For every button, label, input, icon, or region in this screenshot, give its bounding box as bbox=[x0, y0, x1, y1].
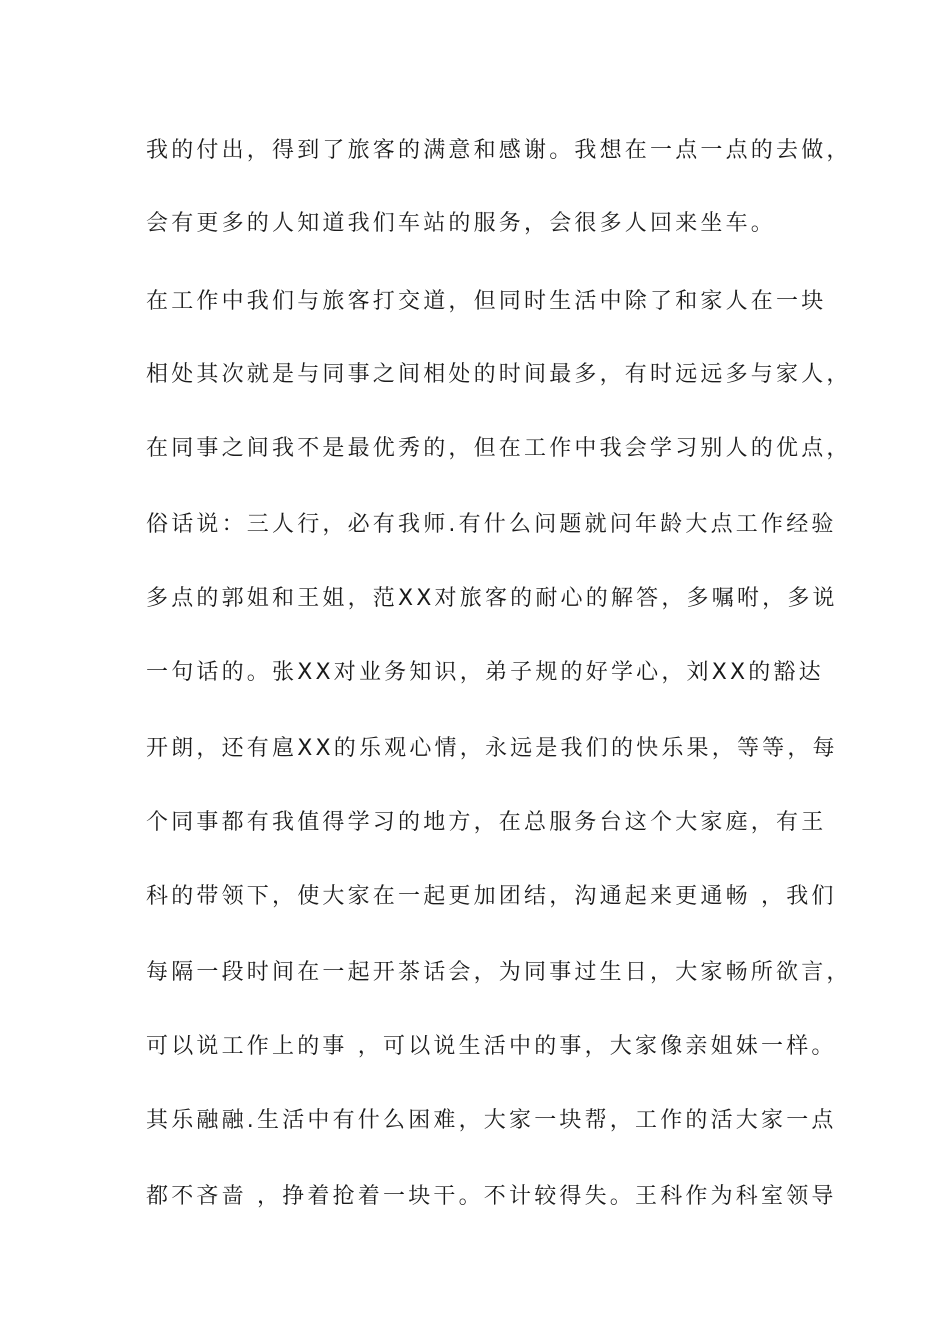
text-line: 我的付出，得到了旅客的满意和感谢。我想在一点一点的去做， bbox=[146, 138, 852, 163]
text-line: 在同事之间我不是最优秀的，但在工作中我会学习别人的优点， bbox=[146, 436, 852, 461]
text-line: 多点的郭姐和王姐，范XX对旅客的耐心的解答，多嘱咐，多说 bbox=[146, 586, 838, 611]
text-line: 开朗，还有扈XX的乐观心情，永远是我们的快乐果，等等，每 bbox=[146, 736, 838, 761]
text-line: 俗话说：三人行，必有我师.有什么问题就问年龄大点工作经验 bbox=[146, 512, 837, 537]
text-line: 一句话的。张XX对业务知识，弟子规的好学心，刘XX的豁达 bbox=[146, 660, 824, 685]
text-line: 相处其次就是与同事之间相处的时间最多，有时远远多与家人， bbox=[146, 362, 852, 387]
text-line: 每隔一段时间在一起开茶话会，为同事过生日，大家畅所欲言， bbox=[146, 960, 852, 985]
text-line: 个同事都有我值得学习的地方，在总服务台这个大家庭，有王 bbox=[146, 810, 827, 835]
text-line: 科的带领下，使大家在一起更加团结，沟通起来更通畅 ，我们 bbox=[146, 884, 837, 909]
text-line: 其乐融融.生活中有什么困难，大家一块帮，工作的活大家一点 bbox=[146, 1108, 837, 1133]
text-line: 会有更多的人知道我们车站的服务，会很多人回来坐车。 bbox=[146, 211, 777, 236]
text-line: 可以说工作上的事 ，可以说生活中的事，大家像亲姐妹一样。 bbox=[146, 1034, 837, 1059]
text-line: 在工作中我们与旅客打交道，但同时生活中除了和家人在一块 bbox=[146, 289, 827, 314]
text-line: 都不吝啬 ，挣着抢着一块干。不计较得失。王科作为科室领导 bbox=[146, 1184, 837, 1209]
